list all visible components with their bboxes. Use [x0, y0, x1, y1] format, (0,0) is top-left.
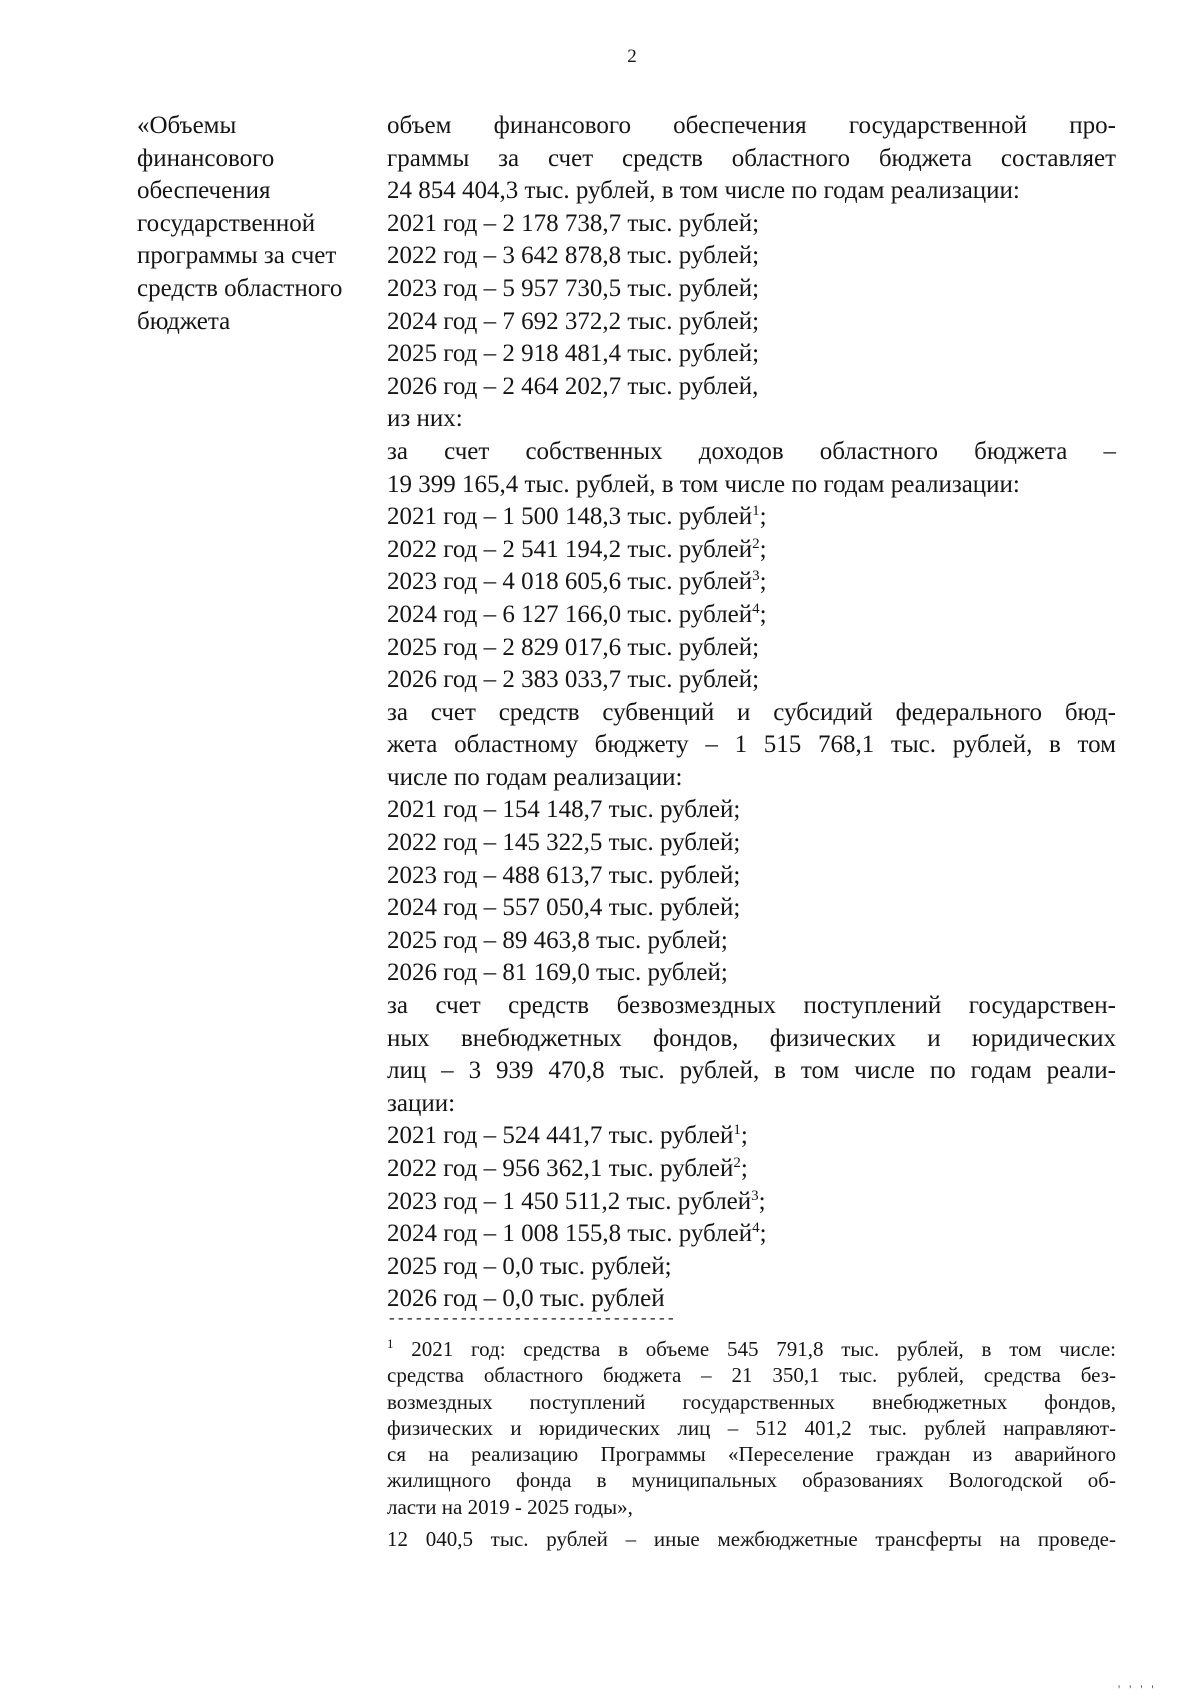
line-text: 2021 год – 154 148,7 тыс. рублей; — [387, 796, 741, 824]
text-line — [387, 762, 1116, 795]
page-number: 2 — [627, 46, 637, 67]
label-line: финансового — [137, 144, 275, 172]
line-text: 2022 год – 145 322,5 тыс. рублей; — [387, 829, 741, 857]
footnote-ref: 4 — [752, 600, 760, 617]
text-line — [387, 1186, 1116, 1219]
line-text: 2023 год – 4 018 605,6 тыс. рублей — [387, 568, 753, 596]
line-text: 24 854 404,3 тыс. рублей, в том числе по годам реализации: — [387, 177, 1020, 205]
line-punctuation: ; — [740, 1122, 748, 1150]
line-punctuation: ; — [758, 1187, 766, 1215]
footnote-line — [387, 1415, 1116, 1441]
line-text: 2026 год – 2 383 033,7 тыс. рублей; — [387, 666, 760, 694]
footnote-separator: -------------------------------- — [387, 1310, 676, 1328]
line-text: за счет средств безвозмездных поступлений государствен- — [387, 992, 1116, 1020]
line-text: ных внебюджетных фондов, физических и юридических — [387, 1024, 1116, 1052]
text-line — [387, 892, 1116, 925]
passport-row-value — [387, 110, 1116, 1316]
text-line — [387, 501, 1116, 534]
text-line — [387, 143, 1116, 176]
text-line — [387, 729, 1116, 762]
footnote-line — [387, 1336, 1116, 1362]
footnote-text: жилищного фонда в муниципальных образованиях Вологодской об- — [387, 1468, 1116, 1493]
line-text: граммы за счет средств областного бюджета составляет — [387, 144, 1116, 172]
text-line — [387, 664, 1116, 697]
text-line — [387, 925, 1116, 958]
line-text: 2022 год – 2 541 194,2 тыс. рублей — [387, 535, 753, 563]
line-text: 2023 год – 488 613,7 тыс. рублей; — [387, 861, 741, 889]
line-punctuation: ; — [759, 600, 767, 628]
line-text: 2021 год – 524 441,7 тыс. рублей — [387, 1122, 734, 1150]
text-line — [387, 990, 1116, 1023]
line-text: 2025 год – 2 829 017,6 тыс. рублей; — [387, 633, 760, 661]
footnote-line — [387, 1389, 1116, 1415]
text-line — [387, 566, 1116, 599]
line-text: 2025 год – 89 463,8 тыс. рублей; — [387, 926, 728, 954]
footnote-text: ся на реализацию Программы «Переселение граждан из аварийного — [387, 1442, 1116, 1467]
text-line — [387, 827, 1116, 860]
text-line — [387, 240, 1116, 273]
line-text: 2024 год – 1 008 155,8 тыс. рублей — [387, 1220, 753, 1248]
scan-artifact: ' ' ' ' — [1118, 1682, 1157, 1696]
footnote-line — [387, 1362, 1116, 1388]
text-line — [387, 469, 1116, 502]
text-line — [387, 1120, 1116, 1153]
footnote-ref: 3 — [751, 1187, 759, 1204]
footnote-ref: 2 — [752, 535, 760, 552]
line-text: 2023 год – 1 450 511,2 тыс. рублей — [387, 1187, 752, 1215]
line-text: 2025 год – 2 918 481,4 тыс. рублей; — [387, 340, 760, 368]
line-text: зации: — [387, 1089, 456, 1117]
text-line — [387, 175, 1116, 208]
text-line — [387, 957, 1116, 990]
line-text: 2021 год – 1 500 148,3 тыс. рублей — [387, 503, 753, 531]
text-line — [387, 534, 1116, 567]
line-text: 2024 год – 6 127 166,0 тыс. рублей — [387, 600, 753, 628]
footnote-line — [387, 1467, 1116, 1493]
text-line — [387, 697, 1116, 730]
footnote-line — [387, 1526, 1116, 1552]
text-line — [387, 794, 1116, 827]
line-text: 2022 год – 956 362,1 тыс. рублей — [387, 1155, 734, 1182]
line-text: 2021 год – 2 178 738,7 тыс. рублей; — [387, 209, 760, 237]
text-line — [387, 1088, 1116, 1121]
footnote-text: средства областного бюджета – 21 350,1 тыс. рублей, средства без- — [387, 1363, 1116, 1388]
line-punctuation: ; — [759, 535, 767, 563]
line-text: жета областному бюджету – 1 515 768,1 тыс. рублей, в том — [387, 731, 1116, 759]
line-text: 2024 год – 7 692 372,2 тыс. рублей; — [387, 307, 760, 335]
footnote-text: 2021 год: средства в объеме 545 791,8 тыс. рублей, в том числе: — [393, 1337, 1116, 1361]
passport-row-label — [137, 110, 377, 338]
text-line — [387, 1023, 1116, 1056]
line-text: за счет средств субвенций и субсидий федерального бюд- — [387, 698, 1116, 726]
text-line — [387, 371, 1116, 404]
line-text: 2022 год – 3 642 878,8 тыс. рублей; — [387, 242, 760, 270]
line-text: за счет собственных доходов областного бюджета – — [387, 437, 1116, 465]
line-punctuation: ; — [759, 503, 767, 531]
line-text: числе по годам реализации: — [387, 763, 683, 791]
footnote-line — [387, 1494, 1116, 1520]
footnote-ref: 1 — [752, 503, 760, 520]
line-text: объем финансового обеспечения государственной про- — [387, 112, 1116, 139]
footnote-ref: 3 — [752, 568, 760, 585]
line-punctuation: ; — [740, 1155, 748, 1182]
footnote-number: 1 — [387, 1336, 394, 1351]
text-line — [387, 1153, 1116, 1186]
text-line — [387, 1251, 1116, 1284]
line-text: 2024 год – 557 050,4 тыс. рублей; — [387, 894, 741, 922]
label-line: бюджета — [137, 307, 231, 335]
footnote-ref: 4 — [752, 1220, 760, 1237]
label-line: средств областного — [137, 274, 343, 302]
text-line — [387, 632, 1116, 665]
footnote-text: возмездных поступлений государственных внебюджетных фондов, — [387, 1389, 1116, 1414]
text-line — [387, 110, 1116, 143]
footnote-text: ласти на 2019 - 2025 годы», — [387, 1494, 633, 1519]
text-line — [387, 338, 1116, 371]
text-line — [387, 403, 1116, 436]
text-line — [387, 306, 1116, 339]
footnote-text: физических и юридических лиц – 512 401,2 тыс. рублей направляют- — [387, 1415, 1116, 1440]
footnote-line — [387, 1441, 1116, 1467]
line-text: 2026 год – 0,0 тыс. рублей — [387, 1285, 665, 1313]
label-line: программы за счет — [137, 242, 337, 270]
line-text: из них: — [387, 405, 463, 433]
footnote-ref: 2 — [733, 1155, 741, 1171]
text-line — [387, 273, 1116, 306]
text-line — [387, 599, 1116, 632]
text-line — [387, 208, 1116, 241]
text-line — [387, 436, 1116, 469]
line-text: 19 399 165,4 тыс. рублей, в том числе по годам реализации: — [387, 470, 1020, 498]
label-line: «Объемы — [137, 112, 237, 139]
line-text: 2025 год – 0,0 тыс. рублей; — [387, 1252, 672, 1280]
line-text: 2026 год – 2 464 202,7 тыс. рублей, — [387, 372, 759, 400]
label-line: государственной — [137, 209, 316, 237]
footnotes — [387, 1336, 1116, 1552]
text-line — [387, 1055, 1116, 1088]
label-line: обеспечения — [137, 177, 271, 205]
text-line — [387, 860, 1116, 893]
line-punctuation: ; — [759, 1220, 767, 1248]
line-punctuation: ; — [759, 568, 767, 596]
text-line — [387, 1218, 1116, 1251]
footnote-text: 12 040,5 тыс. рублей – иные межбюджетные трансферты на проведе- — [387, 1527, 1116, 1552]
footnote-ref: 1 — [733, 1122, 741, 1139]
line-text: лиц – 3 939 470,8 тыс. рублей, в том числе по годам реали- — [387, 1057, 1116, 1085]
line-text: 2026 год – 81 169,0 тыс. рублей; — [387, 959, 728, 987]
line-text: 2023 год – 5 957 730,5 тыс. рублей; — [387, 274, 760, 302]
